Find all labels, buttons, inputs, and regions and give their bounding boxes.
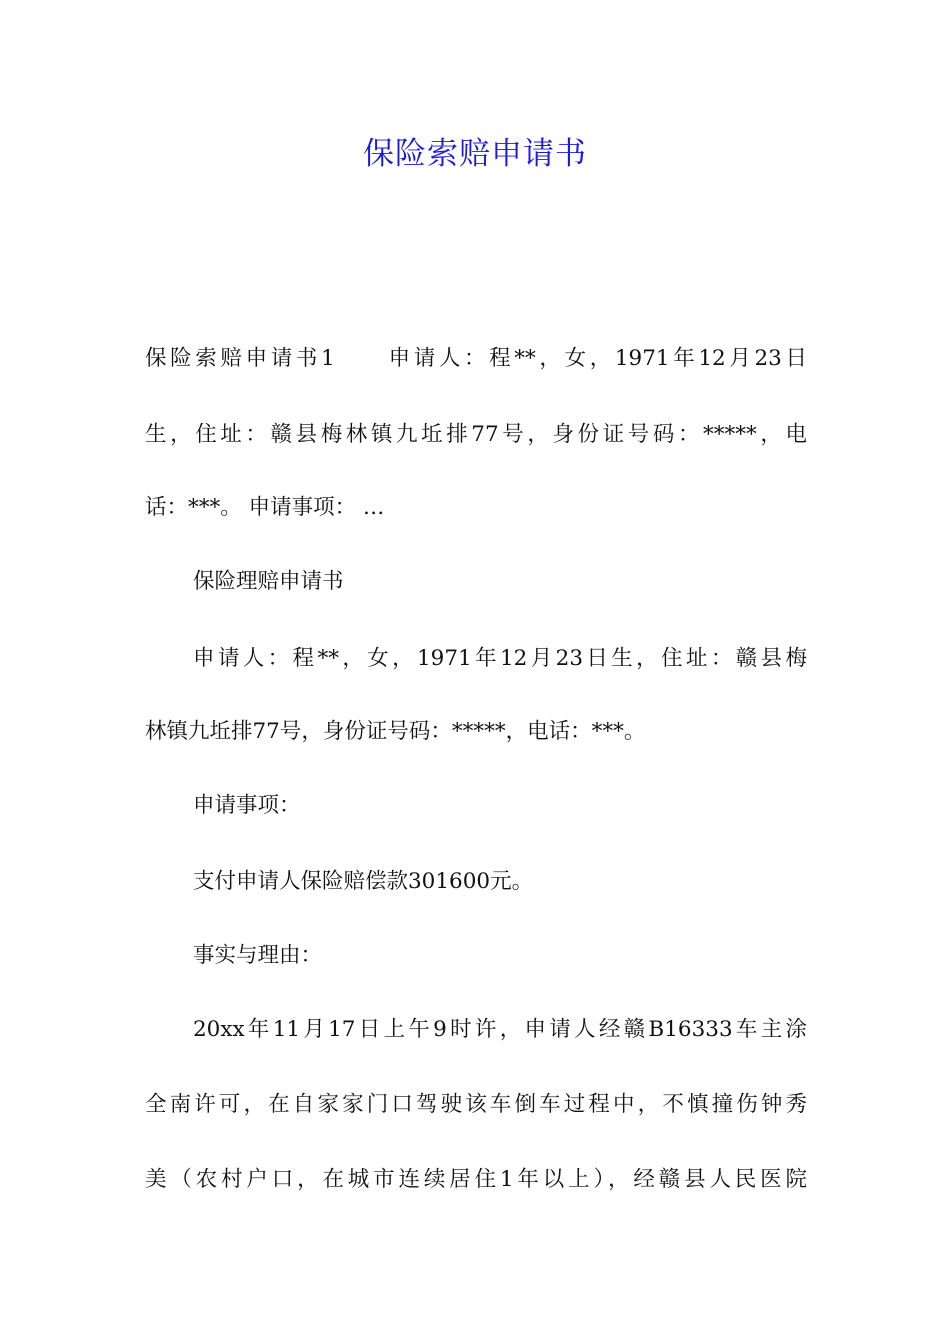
body-line-6: 林镇九坵排77号，身份证号码：*****，电话：***。 xyxy=(145,719,646,744)
body-line-2: 生，住址：赣县梅林镇九坵排77号，身份证号码：*****，电 xyxy=(145,422,807,447)
document-title: 保险索赔申请书 xyxy=(363,136,587,172)
body-line-5: 申请人：程**，女，1971年12月23日生，住址：赣县梅 xyxy=(193,646,807,671)
body-line-12: 美（农村户口，在城市连续居住1年以上），经赣县人民医院 xyxy=(145,1167,807,1192)
body-line-10: 20xx年11月17日上午9时许，申请人经赣B16333车主涂 xyxy=(193,1017,807,1042)
body-line-1: 保险索赔申请书1 申请人：程**，女，1971年12月23日 xyxy=(145,346,807,371)
facts-reasons-label: 事实与理由： xyxy=(193,943,323,968)
body-line-11: 全南许可，在自家家门口驾驶该车倒车过程中，不慎撞伤钟秀 xyxy=(145,1092,807,1117)
request-items-text: 支付申请人保险赔偿款301600元。 xyxy=(193,869,534,894)
body-line-3: 话：***。 申请事项： … xyxy=(145,495,385,520)
request-items-label: 申请事项： xyxy=(193,793,301,818)
section-heading: 保险理赔申请书 xyxy=(193,569,344,594)
